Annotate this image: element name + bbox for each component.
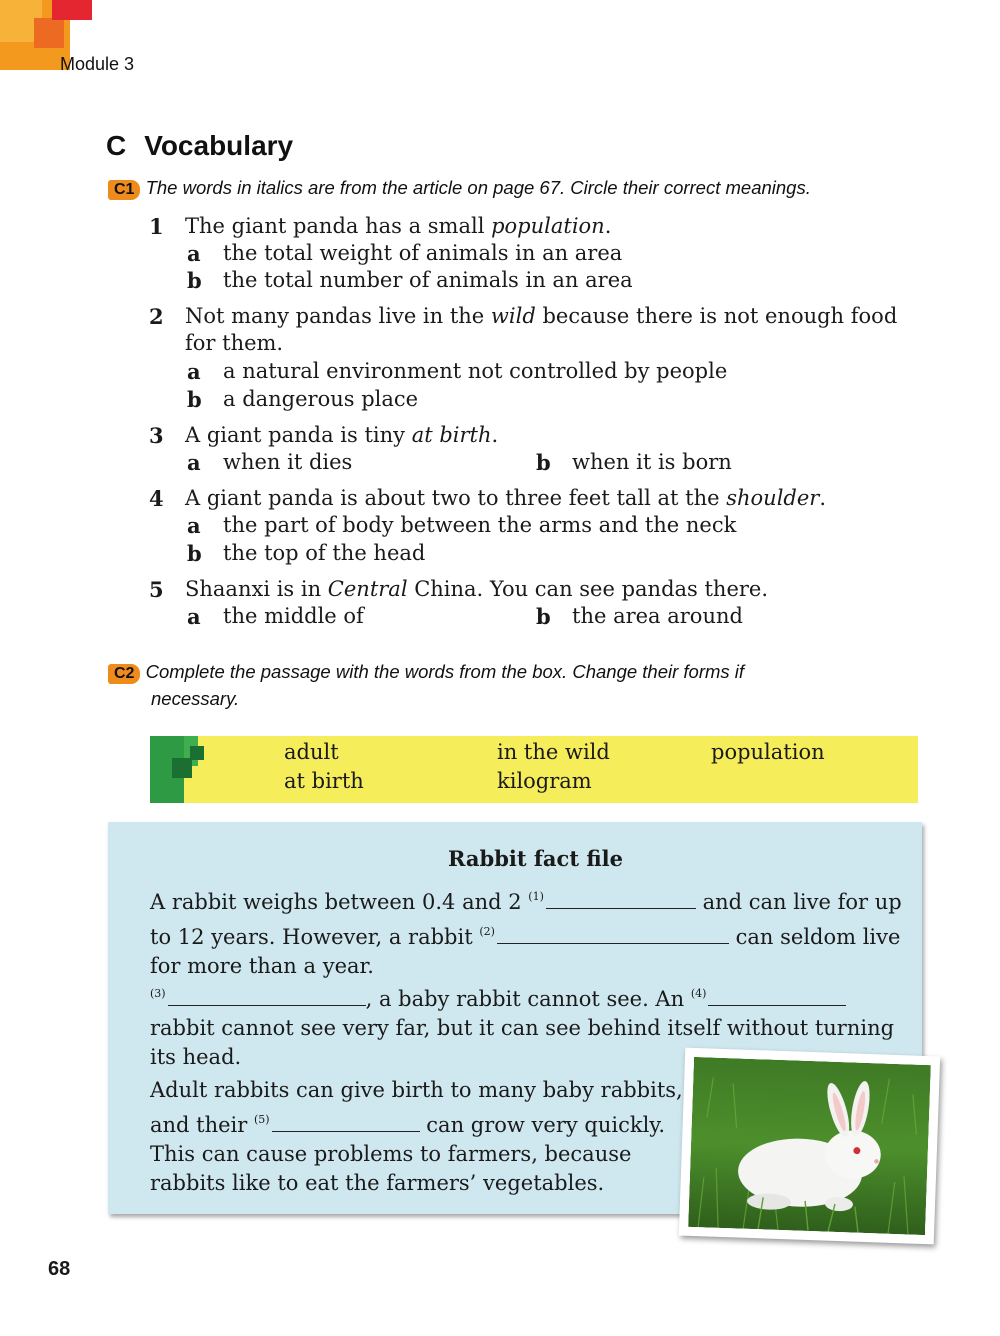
key-word: Central: [327, 577, 408, 601]
blank-5[interactable]: [272, 1113, 420, 1132]
option-text[interactable]: the total weight of animals in an area: [223, 241, 623, 265]
option-text[interactable]: a dangerous place: [223, 387, 419, 411]
question-number: 4: [149, 486, 164, 511]
corner-tab-block: [34, 18, 64, 48]
word-box-item: adult: [284, 740, 339, 764]
word-box-decoration: [190, 746, 204, 760]
option-letter: b: [187, 387, 202, 412]
option-letter: a: [187, 450, 201, 475]
fact-file-paragraph: $^{(3)}$ , a baby rabbit cannot see. An $^{(4)}$ rabbit cannot see very far, but it can see behind itself without turning its head.: [150, 987, 895, 1069]
c1-badge: C1: [108, 180, 140, 200]
fact-file-paragraph: A rabbit weighs between 0.4 and 2 $^{(1)}$ and can live for up to 12 years. However, a rabbit $^{(2)}$ can seldom live for more than a year.: [150, 890, 902, 978]
section-letter: C: [106, 130, 127, 161]
word-box-item: at birth: [284, 769, 364, 793]
question-number: 5: [149, 577, 164, 602]
section-title: Vocabulary: [144, 130, 294, 161]
key-word: shoulder: [726, 486, 820, 510]
option-text[interactable]: when it dies: [223, 450, 353, 474]
option-letter: a: [187, 513, 201, 538]
key-word: at birth: [411, 423, 492, 447]
word-box-decoration: [172, 758, 192, 778]
blank-number: (3): [150, 987, 166, 1000]
option-letter: a: [187, 604, 201, 629]
question-number: 1: [149, 214, 164, 239]
blank-number: (1): [528, 890, 544, 903]
option-letter: b: [187, 541, 202, 566]
option-text[interactable]: the middle of: [223, 604, 364, 628]
c1-instruction-text: The words in italics are from the article on page 67. Circle their correct meanings.: [145, 177, 811, 198]
question-text: Not many pandas live in the wild because there is not enough food: [185, 304, 898, 328]
option-text[interactable]: a natural environment not controlled by people: [223, 359, 728, 383]
option-letter: b: [536, 450, 551, 475]
option-letter: b: [536, 604, 551, 629]
question-number: 2: [149, 304, 164, 329]
key-word: wild: [490, 304, 536, 328]
rabbit-photo: [679, 1048, 940, 1245]
fact-file-title: Rabbit fact file: [448, 846, 623, 871]
option-text[interactable]: when it is born: [572, 450, 732, 474]
corner-tab-block: [52, 0, 92, 20]
question-text: The giant panda has a small population.: [185, 214, 612, 238]
rabbit-illustration: [688, 1057, 931, 1235]
c2-instruction-text: Complete the passage with the words from the box. Change their forms if: [145, 661, 745, 682]
c2-instruction-text: necessary.: [151, 688, 240, 709]
question-text: A giant panda is about two to three feet tall at the shoulder.: [185, 486, 827, 510]
blank-4[interactable]: [708, 987, 846, 1006]
blank-3[interactable]: [168, 987, 366, 1006]
word-box-item: kilogram: [497, 769, 592, 793]
page-number: 68: [48, 1258, 71, 1280]
question-text: A giant panda is tiny at birth.: [185, 423, 499, 447]
blank-number: (2): [479, 925, 495, 938]
word-box-item: population: [711, 740, 825, 764]
blank-1[interactable]: [546, 890, 696, 909]
option-letter: a: [187, 359, 201, 384]
word-box-item: in the wild: [497, 740, 610, 764]
key-word: population: [491, 214, 605, 238]
blank-number: (4): [690, 987, 707, 1000]
option-text[interactable]: the top of the head: [223, 541, 426, 565]
blank-2[interactable]: [497, 925, 729, 944]
option-text[interactable]: the total number of animals in an area: [223, 268, 633, 292]
option-text[interactable]: the area around: [572, 604, 743, 628]
question-text: Shaanxi is in Central China. You can see pandas there.: [185, 577, 769, 601]
c2-instruction: [108, 658, 868, 712]
option-letter: a: [187, 241, 201, 266]
option-text[interactable]: the part of body between the arms and the neck: [223, 513, 737, 537]
fact-file-paragraph: Adult rabbits can give birth to many baby rabbits, and their $^{(5)}$ can grow very quickly. This can cause problems to farmers, because rabbits like to eat the farmers’ vegetables.: [150, 1078, 683, 1195]
c2-badge: C2: [108, 664, 140, 684]
blank-number: (5): [254, 1113, 270, 1126]
module-label: Module 3: [60, 54, 135, 74]
question-text-continued: for them.: [185, 331, 284, 355]
option-letter: b: [187, 268, 202, 293]
c1-instruction: [108, 177, 811, 200]
question-number: 3: [149, 423, 164, 448]
section-heading: [106, 130, 293, 162]
